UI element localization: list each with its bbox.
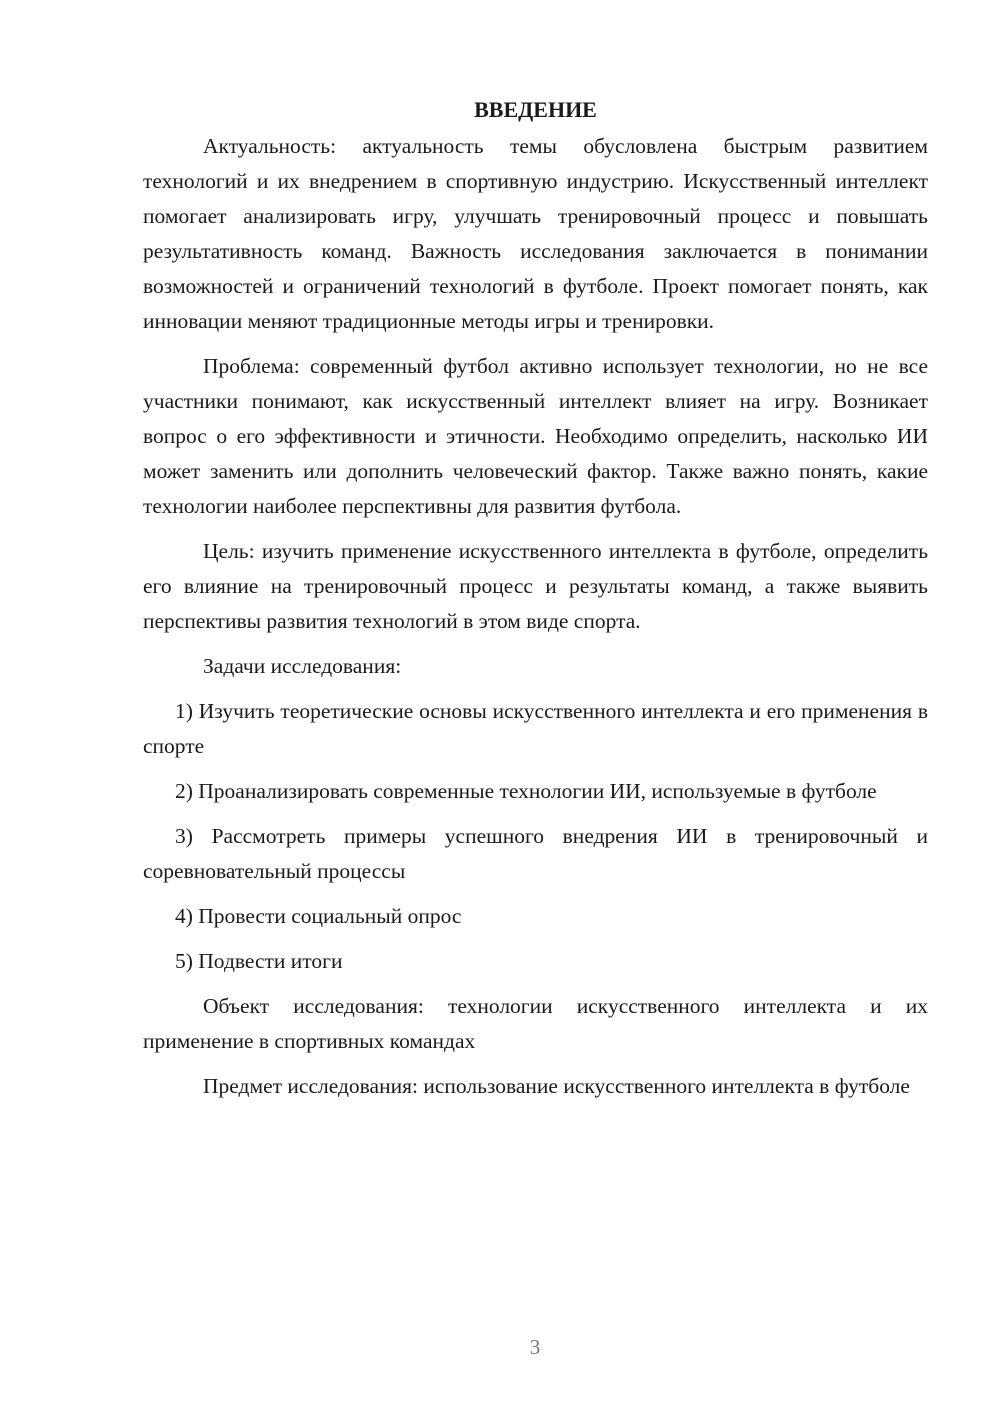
tasks-list [143, 694, 928, 979]
list-item: 4) Провести социальный опрос [175, 904, 462, 928]
paragraph-problem: Проблема: современный футбол активно использует технологии, но не все участники понимают, как искусственный интеллект влияет на игру. Возникает вопрос о его эффективности и этичности. Необходимо определить, насколько ИИ может заменить или дополнить человеческий фактор. Также важно понять, какие технологии наиболее перспективны для развития футбола. [143, 354, 928, 518]
page-number: 3 [529, 1335, 541, 1359]
page-title: ВВЕДЕНИЕ [474, 97, 597, 122]
paragraph-subject: Предмет исследования: использование искусственного интеллекта в футболе [203, 1074, 910, 1098]
list-item: 1) Изучить теоретические основы искусственного интеллекта и его применения в спорте [143, 699, 928, 758]
paragraph-relevance: Актуальность: актуальность темы обусловлена быстрым развитием технологий и их внедрением в спортивную индустрию. Искусственный интеллект помогает анализировать игру, улучшать тренировочный процесс и повышать результативность команд. Важность исследования заключается в понимании возможностей и ограничений технологий в футболе. Проект помогает понять, как инновации меняют традиционные методы игры и тренировки. [143, 134, 928, 333]
list-item: 2) Проанализировать современные технологии ИИ, используемые в футболе [175, 779, 877, 803]
list-item: 5) Подвести итоги [175, 949, 343, 973]
list-item: 3) Рассмотреть примеры успешного внедрения ИИ в тренировочный и соревновательный процессы [143, 824, 928, 883]
paragraph-object: Объект исследования: технологии искусственного интеллекта и их применение в спортивных командах [143, 994, 928, 1053]
paragraph-goal: Цель: изучить применение искусственного интеллекта в футболе, определить его влияние на тренировочный процесс и результаты команд, а также выявить перспективы развития технологий в этом виде спорта. [143, 539, 928, 633]
tasks-heading: Задачи исследования: [203, 654, 402, 678]
document-page [143, 92, 928, 1104]
